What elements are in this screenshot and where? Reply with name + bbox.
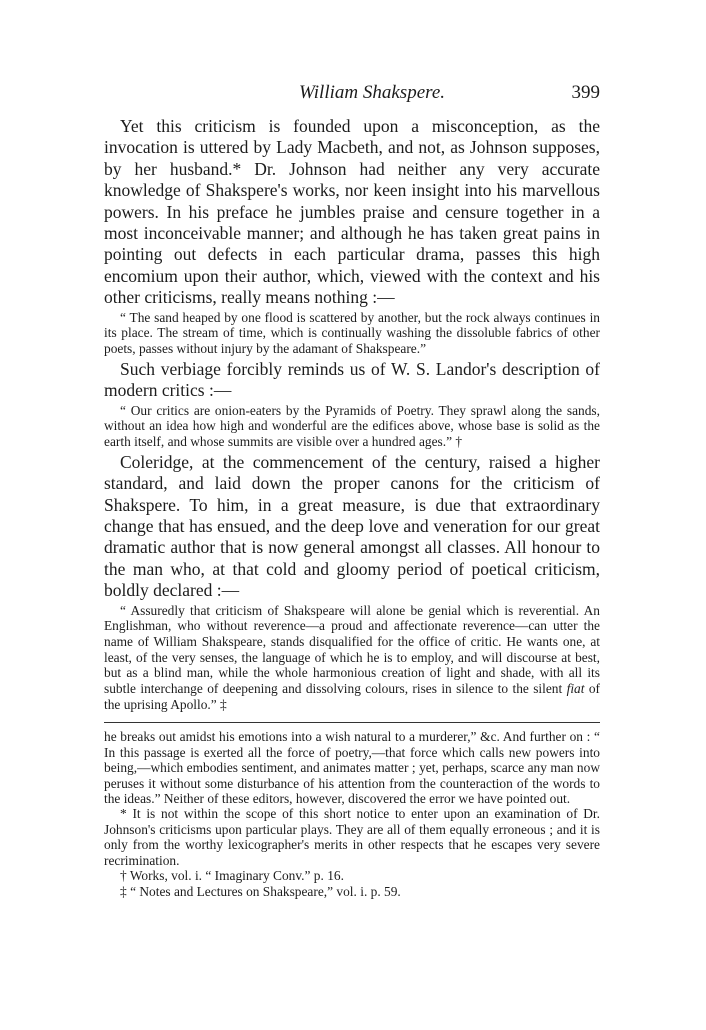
footnote-star-mark: * xyxy=(120,806,127,822)
paragraph-2: Such verbiage forcibly reminds us of W. S. Landor's description of modern critics :— xyxy=(104,358,600,401)
footnote-double-dagger xyxy=(104,884,600,899)
footnote-star-text: It is not within the scope of this short notice to enter upon an examination of Dr. Johnson's criticisms upon particular plays. They are all of them equally erroneous ; and it is only from the worthy lexicographer's merits in other respects that he escapes very severe recrimination. xyxy=(104,806,600,868)
block-quote-coleridge xyxy=(104,603,600,713)
footnote-double-dagger-text: “ Notes and Lectures on Shakspeare,” vol. i. p. 59. xyxy=(130,883,401,899)
paragraph-3: Coleridge, at the commencement of the century, raised a higher standard, and laid down the proper canons for the criticism of Shakspere. To him, in a great measure, is due that extraordinary change that has ensued, and the deep love and veneration for our great dramatic author that is now general amongst all classes. All honour to the man who, at that cold and gloomy period of poetical criticism, boldly declared :— xyxy=(104,451,600,601)
footnote-dagger-text: Works, vol. i. “ Imaginary Conv.” p. 16. xyxy=(129,868,344,884)
footnote-dagger xyxy=(104,868,600,883)
page-header xyxy=(104,80,600,106)
footnote-continuation: he breaks out amidst his emotions into a wish natural to a murderer,” &c. And further on : “ In this passage is exerted all the force of poetry,—that force which calls new powers into being,—which embodies sentiment, and animates matter ; yet, perhaps, scarce any man now peruses it without some disturbance of his attention from the counteraction of the words to the ideas.” Neither of these editors, however, discovered the error we have pointed out. xyxy=(104,729,600,807)
footnotes xyxy=(104,729,600,898)
footnote-double-dagger-mark: ‡ xyxy=(120,883,127,899)
running-title: William Shakspere. xyxy=(299,82,445,103)
quote-text-start: “ Assuredly that criticism of Shakspeare will alone be genial which is reverential. An Englishman, who without reverence—a proud and affectionate reverence—can utter the name of William Shakspeare, stands disqualified for the office of critic. He wants one, at least, of the very senses, the language of which he is to employ, and will discourse at best, but as a blind man, while the whole harmonious creation of light and shade, with all its subtle interchange of deepening and dissolving colours, rises in silence to the silent xyxy=(104,602,600,697)
main-text xyxy=(104,116,600,899)
paragraph-1: Yet this criticism is founded upon a misconception, as the invocation is uttered by Lady Macbeth, and not, as Johnson supposes, by her husband.* Dr. Johnson had neither any very accurate knowledge of Shakspere's works, nor keen insight into his marvellous powers. In his preface he jumbles praise and censure together in a most inconceivable manner; and although he has taken great pains in pointing out defects in each particular drama, passes this high encomium upon their author, which, viewed with the context and his other criticisms, really means nothing :— xyxy=(104,116,600,308)
quote-italic-fiat: fiat xyxy=(566,681,585,697)
page-number: 399 xyxy=(571,82,600,103)
block-quote-johnson: “ The sand heaped by one flood is scattered by another, but the rock always continues in its place. The stream of time, which is continually washing the dissoluble fabrics of other poets, passes without injury by the adamant of Shakspeare.” xyxy=(104,309,600,357)
quote-text-end: of the uprising Apollo.” ‡ xyxy=(104,681,600,712)
footnote-dagger-mark: † xyxy=(120,868,127,884)
block-quote-landor: “ Our critics are onion-eaters by the Pyramids of Poetry. They sprawl along the sands, without an idea how high and wonderful are the edifices above, whose base is solid as the earth itself, and whose summits are visible over a hundred ages.” † xyxy=(104,402,600,449)
footnote-star xyxy=(104,806,600,868)
footnote-rule xyxy=(104,722,600,723)
